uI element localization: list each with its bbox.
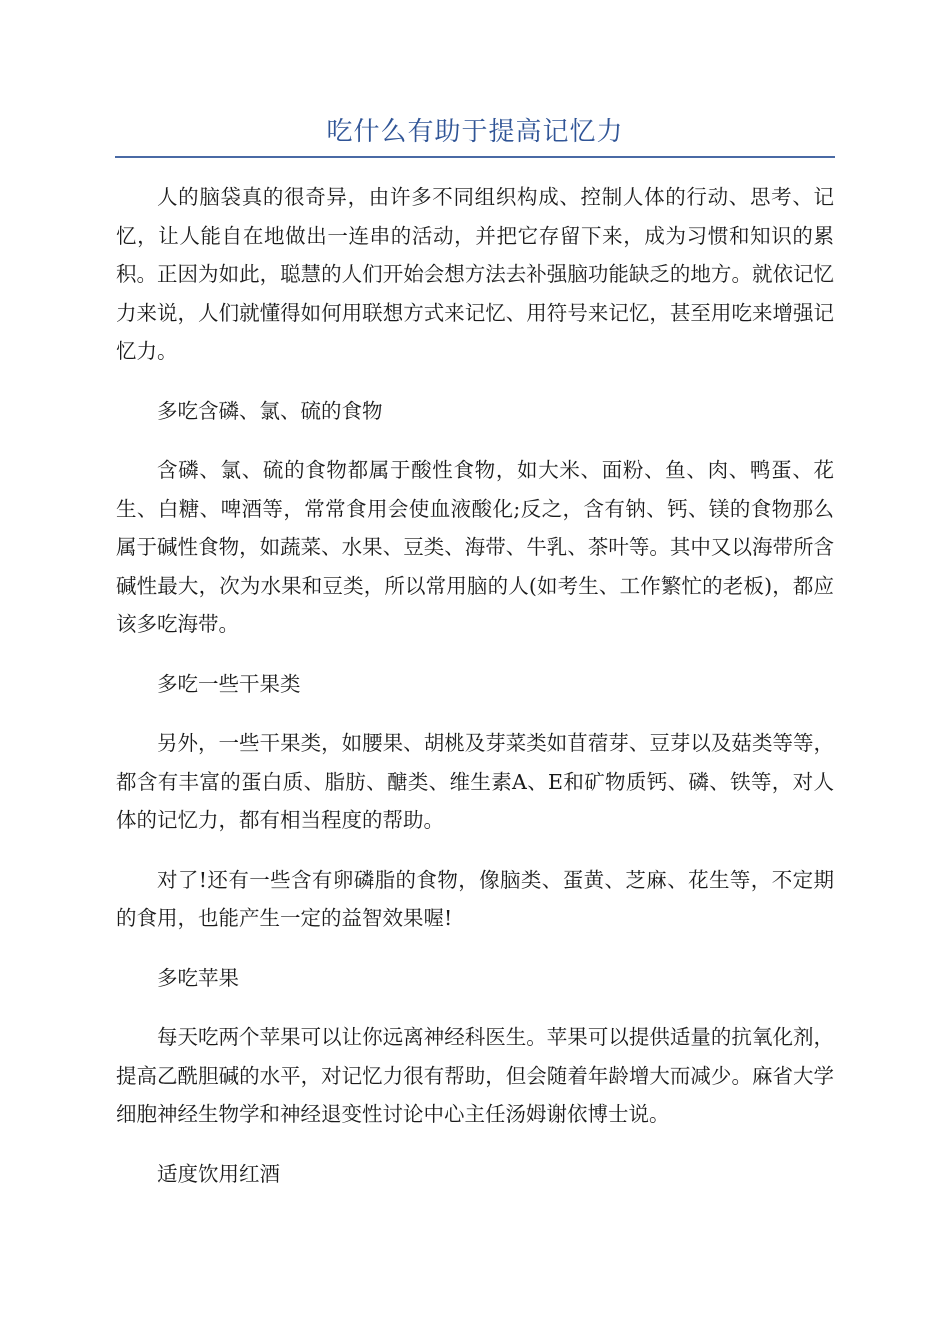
paragraph-lecithin: 对了!还有一些含有卵磷脂的食物，像脑类、蛋黄、芝麻、花生等，不定期的食用，也能产生一定的益智效果喔! <box>116 867 834 930</box>
paragraph-intro: 人的脑袋真的很奇异，由许多不同组织构成、控制人体的行动、思考、记忆，让人能自在地做出一连串的活动，并把它存留下来，成为习惯和知识的累积。正因为如此，聪慧的人们开始会想方法去补强脑功能缺乏的地方。就依记忆力来说，人们就懂得如何用联想方式来记忆、用符号来记忆，甚至用吃来增强记忆力。 <box>116 185 834 363</box>
section-heading-phosphorus: 多吃含磷、氯、硫的食物 <box>157 398 383 423</box>
section-heading-apples: 多吃苹果 <box>157 965 239 990</box>
paragraph-nuts: 另外，一些干果类，如腰果、胡桃及芽菜类如苜蓿芽、豆芽以及菇类等等，都含有丰富的蛋白质、脂肪、醣类、维生素A、E和矿物质钙、磷、铁等，对人体的记忆力，都有相当程度的帮助。 <box>116 731 834 832</box>
document-body <box>116 178 834 1214</box>
paragraph-apples: 每天吃两个苹果可以让你远离神经科医生。苹果可以提供适量的抗氧化剂，提高乙酰胆碱的水平，对记忆力很有帮助，但会随着年龄增大而减少。麻省大学细胞神经生物学和神经退变性讨论中心主任汤姆谢依博士说。 <box>116 1025 834 1126</box>
paragraph-acid-alkaline-foods: 含磷、氯、硫的食物都属于酸性食物，如大米、面粉、鱼、肉、鸭蛋、花生、白糖、啤酒等，常常食用会使血液酸化;反之，含有钠、钙、镁的食物那么属于碱性食物，如蔬菜、水果、豆类、海带、牛乳、茶叶等。其中又以海带所含碱性最大，次为水果和豆类，所以常用脑的人(如考生、工作繁忙的老板)，都应该多吃海带。 <box>116 458 834 636</box>
document-title: 吃什么有助于提高记忆力 <box>326 117 624 147</box>
title-area <box>115 112 835 158</box>
section-heading-red-wine: 适度饮用红酒 <box>157 1161 280 1186</box>
section-heading-nuts: 多吃一些干果类 <box>157 671 301 696</box>
